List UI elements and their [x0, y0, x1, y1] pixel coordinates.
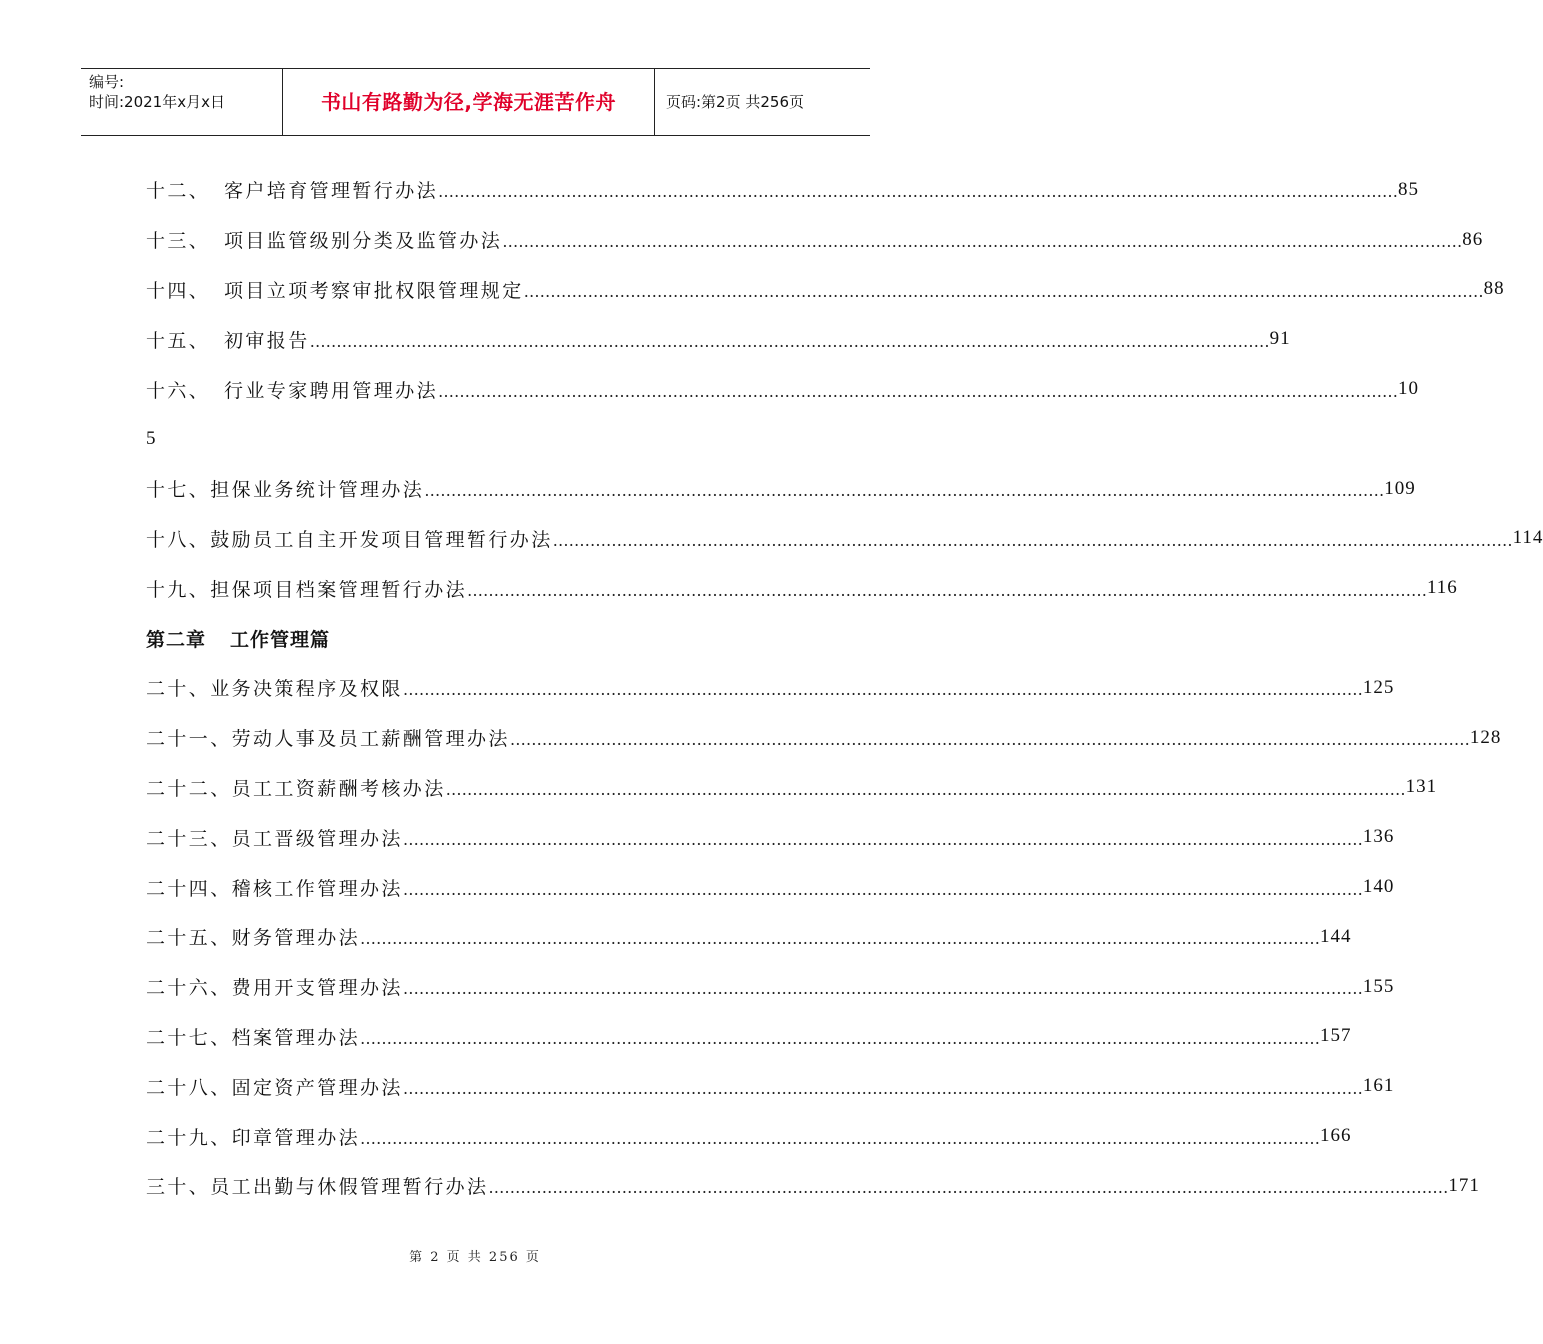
toc-entry-title: 稽核工作管理办法: [231, 877, 403, 900]
toc-entry-title: 客户培育管理暂行办法: [224, 180, 439, 203]
toc-entry-title: 担保业务统计管理办法: [210, 479, 425, 502]
toc-entry[interactable]: [146, 1012, 1352, 1062]
toc-leader-dots: ………………………………………………………………………………………………………………………………………………………………: [360, 1028, 1321, 1048]
toc-entry-page: 109: [1384, 477, 1416, 499]
toc-entry-number: 二十八、: [146, 1076, 232, 1099]
toc-entry-number: 十三、: [146, 230, 211, 253]
toc-entry-number: 三十、: [146, 1176, 211, 1199]
toc-entry-page: 10: [1398, 378, 1420, 400]
toc-entry-page: 91: [1269, 328, 1291, 350]
toc-leader-dots: ………………………………………………………………………………………………………………………………………………………………: [523, 281, 1484, 301]
toc-leader-dots: ………………………………………………………………………………………………………………………………………………………………: [445, 779, 1406, 799]
document-number-label: 编号:: [89, 73, 125, 91]
toc-entry-title: 员工工资薪酬考核办法: [231, 777, 446, 800]
toc-entry-title: 档案管理办法: [231, 1026, 361, 1049]
toc-entry-page: 166: [1320, 1125, 1352, 1147]
toc-entry[interactable]: [146, 165, 1420, 215]
toc-entry[interactable]: [146, 364, 1420, 414]
toc-entry-number: 十八、: [146, 528, 211, 551]
toc-entry-title: 劳动人事及员工薪酬管理办法: [231, 728, 510, 751]
toc-entry-title: 固定资产管理办法: [231, 1076, 403, 1099]
toc-entry-title: 项目监管级别分类及监管办法: [224, 230, 503, 253]
toc-entry[interactable]: [146, 314, 1291, 364]
header-meta: [81, 69, 283, 135]
toc-entry[interactable]: [146, 912, 1352, 962]
toc-leader-dots: ………………………………………………………………………………………………………………………………………………………………: [309, 331, 1270, 351]
toc-entry-number: 二十、: [146, 678, 211, 701]
toc-entry-page: 131: [1405, 776, 1438, 798]
toc-leader-dots: ………………………………………………………………………………………………………………………………………………………………: [402, 879, 1363, 899]
toc-leader-dots: ………………………………………………………………………………………………………………………………………………………………: [402, 829, 1363, 849]
toc-entry-page: 85: [1398, 178, 1420, 200]
toc-entry-number: 十七、: [146, 479, 211, 502]
toc-entry-title: 行业专家聘用管理办法: [224, 379, 439, 402]
toc-entry[interactable]: [146, 812, 1395, 862]
toc-entry-title: 员工晋级管理办法: [231, 827, 403, 850]
toc-entry[interactable]: [146, 514, 1543, 564]
toc-entry-page: 114: [1512, 527, 1543, 549]
toc-entry[interactable]: [146, 464, 1416, 514]
toc-entry-page: 157: [1320, 1025, 1352, 1047]
toc-entry[interactable]: [146, 215, 1484, 265]
toc-leader-dots: ………………………………………………………………………………………………………………………………………………………………: [488, 1178, 1449, 1198]
toc-leader-dots: ………………………………………………………………………………………………………………………………………………………………: [552, 530, 1513, 550]
toc-entry-page: 125: [1362, 676, 1395, 698]
toc-leader-dots: ………………………………………………………………………………………………………………………………………………………………: [402, 979, 1363, 999]
toc-entry[interactable]: [146, 763, 1438, 813]
toc-entry-number: 二十六、: [146, 977, 232, 1000]
toc-entry[interactable]: [146, 1111, 1352, 1161]
toc-entry-number: 二十一、: [146, 728, 232, 751]
chapter-heading[interactable]: [146, 613, 806, 663]
toc-entry[interactable]: [146, 663, 1395, 713]
toc-entry-number: 二十七、: [146, 1026, 232, 1049]
toc-leader-dots: ………………………………………………………………………………………………………………………………………………………………: [509, 730, 1470, 750]
toc-leader-dots: ………………………………………………………………………………………………………………………………………………………………: [438, 381, 1399, 401]
toc-entry-page: 140: [1362, 876, 1395, 898]
toc-leader-dots: ………………………………………………………………………………………………………………………………………………………………: [467, 580, 1428, 600]
toc-entry-page: 155: [1362, 975, 1395, 997]
toc-wrapped-page-digit: 5: [146, 427, 156, 449]
toc-entry[interactable]: [146, 713, 1502, 763]
toc-leader-dots: ………………………………………………………………………………………………………………………………………………………………: [402, 1078, 1363, 1098]
page-header: [81, 68, 870, 136]
toc-entry-title: 财务管理办法: [231, 927, 361, 950]
toc-entry-number: 十九、: [146, 578, 211, 601]
toc-leader-dots: ………………………………………………………………………………………………………………………………………………………………: [502, 232, 1463, 252]
toc-leader-dots: ………………………………………………………………………………………………………………………………………………………………: [438, 182, 1399, 202]
toc-entry-page: 171: [1448, 1174, 1480, 1196]
toc-entry[interactable]: [146, 265, 1505, 315]
toc-entry-number: 二十二、: [146, 777, 232, 800]
toc-entry-number: 十二、: [146, 180, 211, 203]
toc-entry-number: 十四、: [146, 279, 211, 302]
toc-entry-title: 鼓励员工自主开发项目管理暂行办法: [210, 528, 553, 551]
toc-entry-page: 128: [1469, 726, 1502, 748]
toc-entry-number: 二十五、: [146, 927, 232, 950]
toc-entry-title: 初审报告: [224, 329, 310, 352]
toc-entry-number: 二十四、: [146, 877, 232, 900]
toc-entry-title: 员工出勤与休假管理暂行办法: [210, 1176, 489, 1199]
chapter-title: 工作管理篇: [230, 628, 331, 651]
table-of-contents: [146, 165, 1543, 1211]
toc-entry[interactable]: [146, 1161, 1480, 1211]
toc-leader-dots: ………………………………………………………………………………………………………………………………………………………………: [360, 929, 1321, 949]
toc-entry-title: 担保项目档案管理暂行办法: [210, 578, 468, 601]
page-footer: 第 2 页 共 256 页: [409, 1250, 541, 1265]
toc-leader-dots: ………………………………………………………………………………………………………………………………………………………………: [424, 481, 1385, 501]
toc-entry-title: 业务决策程序及权限: [210, 678, 403, 701]
header-slogan: 书山有路勤为径,学海无涯苦作舟: [283, 69, 655, 135]
toc-entry[interactable]: [146, 862, 1395, 912]
toc-entry-number: 二十九、: [146, 1126, 232, 1149]
toc-entry[interactable]: [146, 563, 1458, 613]
toc-entry-page: 86: [1462, 228, 1484, 250]
toc-entry-title: 项目立项考察审批权限管理规定: [224, 279, 524, 302]
toc-entry-wrap-continuation: [146, 414, 806, 464]
toc-entry-title: 费用开支管理办法: [231, 977, 403, 1000]
toc-entry-page: 88: [1483, 278, 1505, 300]
toc-entry-number: 十六、: [146, 379, 211, 402]
toc-entry-number: 二十三、: [146, 827, 232, 850]
toc-entry-page: 144: [1320, 925, 1352, 947]
toc-leader-dots: ………………………………………………………………………………………………………………………………………………………………: [402, 680, 1363, 700]
toc-entry-page: 161: [1362, 1075, 1395, 1097]
toc-entry[interactable]: [146, 962, 1395, 1012]
header-page-info: 页码:第2页 共256页: [666, 93, 804, 111]
toc-entry-page: 136: [1362, 826, 1395, 848]
chapter-label: 第二章: [146, 628, 207, 651]
toc-entry-title: 印章管理办法: [231, 1126, 361, 1149]
document-time-label: 时间:2021年x月x日: [89, 93, 225, 111]
toc-entry[interactable]: [146, 1061, 1395, 1111]
toc-leader-dots: ………………………………………………………………………………………………………………………………………………………………: [360, 1128, 1321, 1148]
toc-entry-number: 十五、: [146, 329, 211, 352]
toc-entry-page: 116: [1427, 577, 1458, 599]
